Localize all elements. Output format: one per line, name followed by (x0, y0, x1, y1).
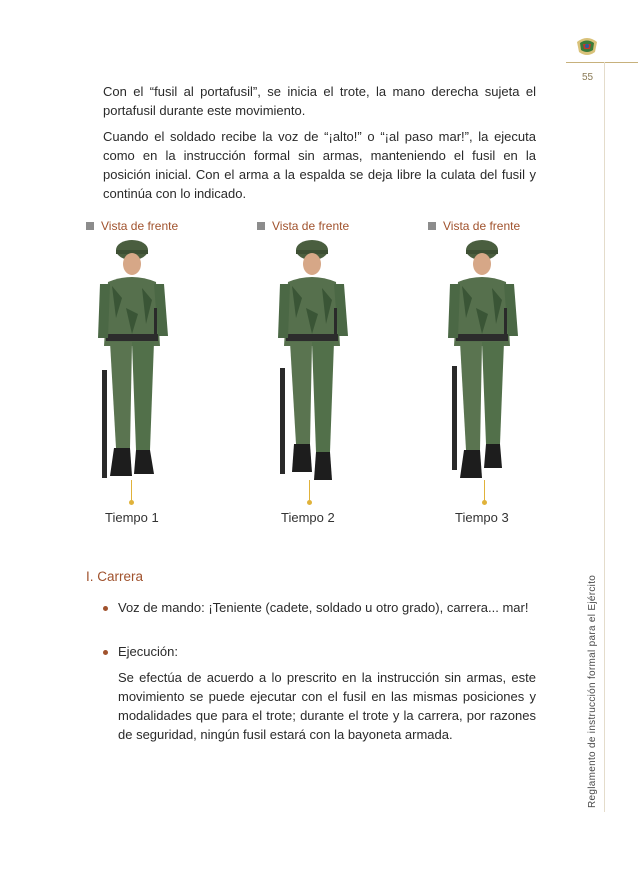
time-label-1: Tiempo 1 (105, 510, 159, 525)
caption-text: Vista de frente (443, 219, 521, 233)
soldier-figure-3 (438, 238, 528, 488)
intro-paragraph-2: Cuando el soldado recibe la voz de “¡alto!” o “¡al paso mar!”, la ejecuta como en la instrucción formal sin armas, manteniendo el fusil en la posición inicial. Con el arma a la espalda se deja libre la culata del fusil y continúa con lo indicado. (103, 129, 536, 201)
figure-caption-2 (257, 219, 349, 233)
figure-caption-1 (86, 219, 178, 233)
side-title: Reglamento de instrucción formal para el Ejército (587, 574, 598, 808)
page-number: 55 (582, 72, 594, 83)
time-marker-line (131, 480, 132, 502)
soldier-figure-1 (88, 238, 178, 488)
coat-of-arms-icon (574, 34, 600, 58)
time-marker-dot (482, 500, 487, 505)
time-label-2: Tiempo 2 (281, 510, 335, 525)
time-marker-dot (307, 500, 312, 505)
dot-bullet-icon (103, 606, 108, 611)
section-description: Se efectúa de acuerdo a lo prescrito en la instrucción sin armas, este movimiento se puede ejecutar con el fusil en las mismas posiciones y modalidades que para el trote; durante el trote y la carrera, por razones de seguridad, ningún fusil estará con la bayoneta armada. (118, 670, 536, 742)
square-bullet-icon (428, 222, 436, 230)
time-label-3: Tiempo 3 (455, 510, 509, 525)
list-item-text: Ejecución: (118, 644, 178, 659)
square-bullet-icon (257, 222, 265, 230)
section-heading: I. Carrera (86, 569, 144, 584)
caption-text: Vista de frente (101, 219, 179, 233)
time-marker-line (309, 480, 310, 502)
soldier-figure-2 (268, 238, 358, 488)
dot-bullet-icon (103, 650, 108, 655)
caption-text: Vista de frente (272, 219, 350, 233)
time-marker-line (484, 480, 485, 502)
square-bullet-icon (86, 222, 94, 230)
header-rule (566, 62, 638, 63)
side-divider (604, 62, 605, 812)
time-marker-dot (129, 500, 134, 505)
figure-caption-3 (428, 219, 520, 233)
intro-paragraph-1: Con el “fusil al portafusil”, se inicia el trote, la mano derecha sujeta el portafusil durante este movimiento. (103, 84, 536, 118)
list-item-text: Voz de mando: ¡Teniente (cadete, soldado u otro grado), carrera... mar! (118, 600, 529, 615)
